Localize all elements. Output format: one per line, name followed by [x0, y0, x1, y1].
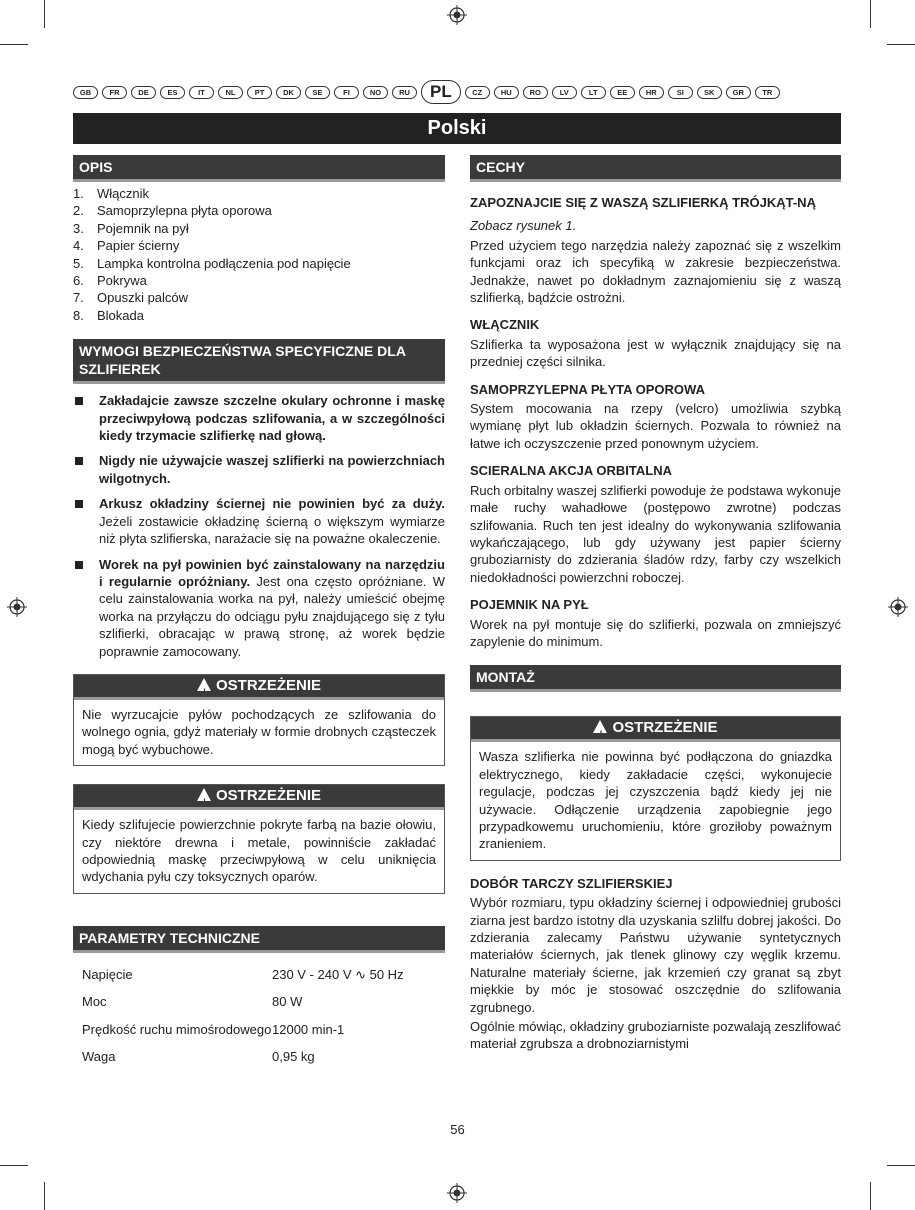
language-code-se: SE	[305, 86, 330, 99]
bullet-text: Nigdy nie używajcie waszej szlifierki na powierzchniach wilgotnych.	[99, 453, 445, 486]
bullet-text-bold: Arkusz okładziny ściernej nie powinien być za duży.	[99, 496, 445, 512]
list-item	[73, 392, 445, 444]
language-code-lt: LT	[581, 86, 606, 99]
language-code-ru: RU	[392, 86, 417, 99]
list-item	[73, 495, 445, 547]
language-code-ro: RO	[523, 86, 548, 99]
list-item	[73, 556, 445, 660]
spec-value: 12000 min-1	[272, 1021, 345, 1037]
list-number: 6.	[73, 273, 84, 289]
paragraph: Przed użyciem tego narzędzia należy zapoznać się z wszelkim funkcjami oraz ich specyfiką w zakresie bezpieczeństwa. Jednakże, nawet po dokładnym zaznajomieniu się z waszą szlifierką, bądźcie ostrożni.	[470, 237, 841, 306]
spec-value: 80 W	[272, 994, 303, 1010]
list-item	[73, 452, 445, 487]
warning-heading	[74, 675, 444, 700]
registration-mark-icon	[447, 5, 467, 25]
crop-mark	[0, 44, 28, 45]
warning-heading	[471, 717, 840, 742]
subheading: POJEMNIK NA PYŁ	[470, 597, 589, 613]
right-column	[470, 155, 841, 1055]
crop-mark	[870, 0, 871, 28]
language-code-sk: SK	[697, 86, 722, 99]
section-heading-opis: OPIS	[73, 155, 445, 182]
bullet-text: Jeżeli zostawicie okładzinę ścierną o większym wymiarze niż płyta szlifierska, narażacie się na poważne okaleczenie.	[99, 513, 445, 547]
paragraph: Ogólnie mówiąc, okładziny gruboziarniste pozwalają zeszlifować materiał zgrubsza a drobnoziarnistymi	[470, 1019, 841, 1052]
crop-mark	[887, 1165, 915, 1166]
language-code-cz: CZ	[465, 86, 490, 99]
spec-key: Napięcie	[82, 966, 133, 982]
paragraph: Szlifierka ta wyposażona jest w wyłącznik znajdujący się na przedniej części silnika.	[470, 336, 841, 370]
bullet-icon	[75, 397, 83, 405]
safety-bullets	[73, 392, 445, 660]
spec-value: 230 V - 240 V ∿ 50 Hz	[272, 966, 404, 982]
language-code-ee: EE	[610, 86, 635, 99]
warning-text: Wasza szlifierka nie powinna być podłączona do gniazdka elektrycznego, kiedy zakładacie części, wykonujecie regulacje, podczas jej czyszczenia bądź kiedy jej nie używacie. Odłączenie urządzenia zapobiegnie jego przypadkowemu uruchomieniu, które groziłoby poważnym zranieniem.	[479, 749, 832, 852]
registration-mark-icon	[888, 597, 908, 617]
language-code-dk: DK	[276, 86, 301, 99]
subheading: SCIERALNA AKCJA ORBITALNA	[470, 463, 672, 479]
list-item	[73, 255, 445, 272]
bullet-text-bold: Worek na pył powinien być zainstalowany na narzędziu i regularnie opróżniany.	[99, 556, 445, 589]
spec-key: Waga	[82, 1049, 116, 1064]
language-code-gb: GB	[73, 86, 98, 99]
list-number: 5.	[73, 255, 84, 271]
warning-icon: !	[593, 720, 607, 733]
registration-mark-icon	[447, 1183, 467, 1203]
language-code-lv: LV	[552, 86, 577, 99]
list-item-text: Lampka kontrolna podłączenia pod napięcie	[97, 255, 351, 271]
list-item	[73, 272, 445, 289]
list-item	[73, 307, 445, 324]
list-item-text: Włącznik	[97, 186, 150, 201]
list-number: 2.	[73, 203, 84, 219]
warning-heading	[74, 785, 444, 810]
language-code-no: NO	[363, 86, 388, 99]
subheading: SAMOPRZYLEPNA PŁYTA OPOROWA	[470, 381, 705, 397]
bullet-icon	[75, 500, 83, 508]
language-code-tr: TR	[755, 86, 780, 99]
crop-mark	[870, 1182, 871, 1210]
language-banner: Polski	[73, 113, 841, 144]
list-number: 1.	[73, 186, 84, 201]
language-code-nl: NL	[218, 86, 243, 99]
left-column	[73, 155, 445, 1075]
section-heading-cechy: CECHY	[470, 155, 841, 182]
language-bar	[73, 79, 843, 105]
list-number: 8.	[73, 307, 84, 323]
crop-mark	[44, 1182, 45, 1210]
paragraph: Ruch orbitalny waszej szlifierki powoduje że podstawa wykonuje małe ruchy wahadłowe (postępowo zwrotne) podczas szlifowania. Ruch ten jest idealny do wykonywania szlifowania wykańczającego, lub gdy używany jest papier ścierny gruboziarnisty do zdzierania śladów rdzy, farby czy wszelkich niedokładności powierzchni roboczej.	[470, 482, 841, 585]
crop-mark	[44, 0, 45, 28]
list-number: 7.	[73, 290, 84, 306]
crop-mark	[887, 44, 915, 45]
warning-label: OSTRZEŻENIE	[215, 676, 321, 694]
warning-label: OSTRZEŻENIE	[612, 719, 718, 737]
warning-box	[73, 784, 445, 894]
language-code-pt: PT	[247, 86, 272, 99]
list-item	[73, 220, 445, 237]
section-heading-params: PARAMETRY TECHNICZNE	[73, 926, 445, 953]
warning-box	[73, 674, 445, 766]
list-item-text: Pokrywa	[97, 273, 147, 289]
language-code-es: ES	[160, 86, 185, 99]
spec-value: 0,95 kg	[272, 1049, 315, 1064]
bullet-text: Jest ona często opróżniane. W celu zainstalowania worka na pył, należy umieścić obejmę worka na przyłączu do odciągu pyłu znajdującego się z tyłu szlifierki, obracając w prawą stronę, aż worek będzie poprawnie zamocowany.	[99, 573, 445, 659]
crop-mark	[0, 1165, 28, 1166]
language-code-fi: FI	[334, 86, 359, 99]
list-item	[73, 202, 445, 219]
warning-icon: !	[197, 678, 211, 691]
subheading: WŁĄCZNIK	[470, 317, 540, 333]
list-item-text: Opuszki palców	[97, 290, 189, 306]
spec-row	[82, 1048, 445, 1065]
subheading: DOBÓR TARCZY SZLIFIERSKIEJ	[470, 875, 673, 891]
list-item	[73, 289, 445, 306]
section-heading-montaz: MONTAŻ	[470, 665, 841, 692]
bullet-icon	[75, 561, 83, 569]
bullet-text: Zakładajcie zawsze szczelne okulary ochronne i maskę przeciwpyłową podczas szlifowania, a w szczególności kiedy trzymacie szlifierkę nad głową.	[99, 393, 445, 444]
language-code-hr: HR	[639, 86, 664, 99]
spec-row	[82, 966, 445, 983]
page-number: 56	[450, 1122, 465, 1137]
list-number: 4.	[73, 238, 84, 254]
opis-list	[73, 185, 445, 324]
warning-text: Kiedy szlifujecie powierzchnie pokryte farbą na bazie ołowiu, czy niektóre drewna i metale, powinniście zakładać odpowiednią maskę przeciwpyłową w celu uniknięcia wdychania pyłu czy toksycznych oparów.	[82, 817, 436, 885]
paragraph: System mocowania na rzepy (velcro) umożliwia szybką wymianę płyt lub okładzin ściernych. Pozwala to również na łatwe ich oczyszczenie przed ponownym użyciem.	[470, 401, 841, 451]
warning-icon: !	[197, 788, 211, 801]
paragraph: Worek na pył montuje się do szlifierki, pozwala on zmniejszyć zapylenie do minimum.	[470, 616, 841, 649]
language-code-it: IT	[189, 86, 214, 99]
registration-mark-icon	[7, 597, 27, 617]
bullet-icon	[75, 457, 83, 465]
subheading: ZAPOZNAJCIE SIĘ Z WASZĄ SZLIFIERKĄ TRÓJKĄT-NĄ	[470, 195, 816, 210]
language-code-si: SI	[668, 86, 693, 99]
language-code-hu: HU	[494, 86, 519, 99]
spec-row	[82, 1021, 445, 1038]
spec-table	[73, 966, 445, 1066]
warning-box	[470, 716, 841, 860]
language-code-pl: PL	[421, 80, 461, 104]
list-item-text: Papier ścierny	[97, 238, 180, 254]
list-item	[73, 237, 445, 254]
figure-reference: Zobacz rysunek 1.	[470, 218, 577, 234]
list-number: 3.	[73, 220, 84, 236]
spec-key: Moc	[82, 994, 107, 1010]
spec-key: Prędkość ruchu mimośrodowego	[82, 1021, 272, 1037]
language-code-fr: FR	[102, 86, 127, 99]
list-item-text: Samoprzylepna płyta oporowa	[97, 203, 272, 219]
language-code-de: DE	[131, 86, 156, 99]
list-item-text: Pojemnik na pył	[97, 220, 189, 236]
section-heading-wymogi: WYMOGI BEZPIECZEŃSTWA SPECYFICZNE DLA SZLIFIEREK	[73, 339, 445, 384]
list-item	[73, 185, 445, 202]
list-item-text: Blokada	[97, 307, 144, 323]
warning-text: Nie wyrzucajcie pyłów pochodzących ze szlifowania do wolnego ognia, gdyż materiały w formie drobnych cząsteczek mogą być wybuchowe.	[82, 706, 436, 757]
spec-row	[82, 993, 445, 1010]
language-code-gr: GR	[726, 86, 751, 99]
paragraph: Wybór rozmiaru, typu okładziny ściernej i odpowiedniej grubości ziarna jest bardzo istotny dla uzyskania szlilfu dobrej jakości. Do zdzierania zalecamy Państwu używanie syntetycznych materiałów ściernych, jak tlenek glinowy czy węglik krzemu. Naturalne materiały ścierne, jak krzemień czy granat są zbyt miękkie by móc je stosować oszczędnie do szlifowania zgrubnego.	[470, 895, 841, 1015]
warning-label: OSTRZEŻENIE	[215, 787, 321, 805]
